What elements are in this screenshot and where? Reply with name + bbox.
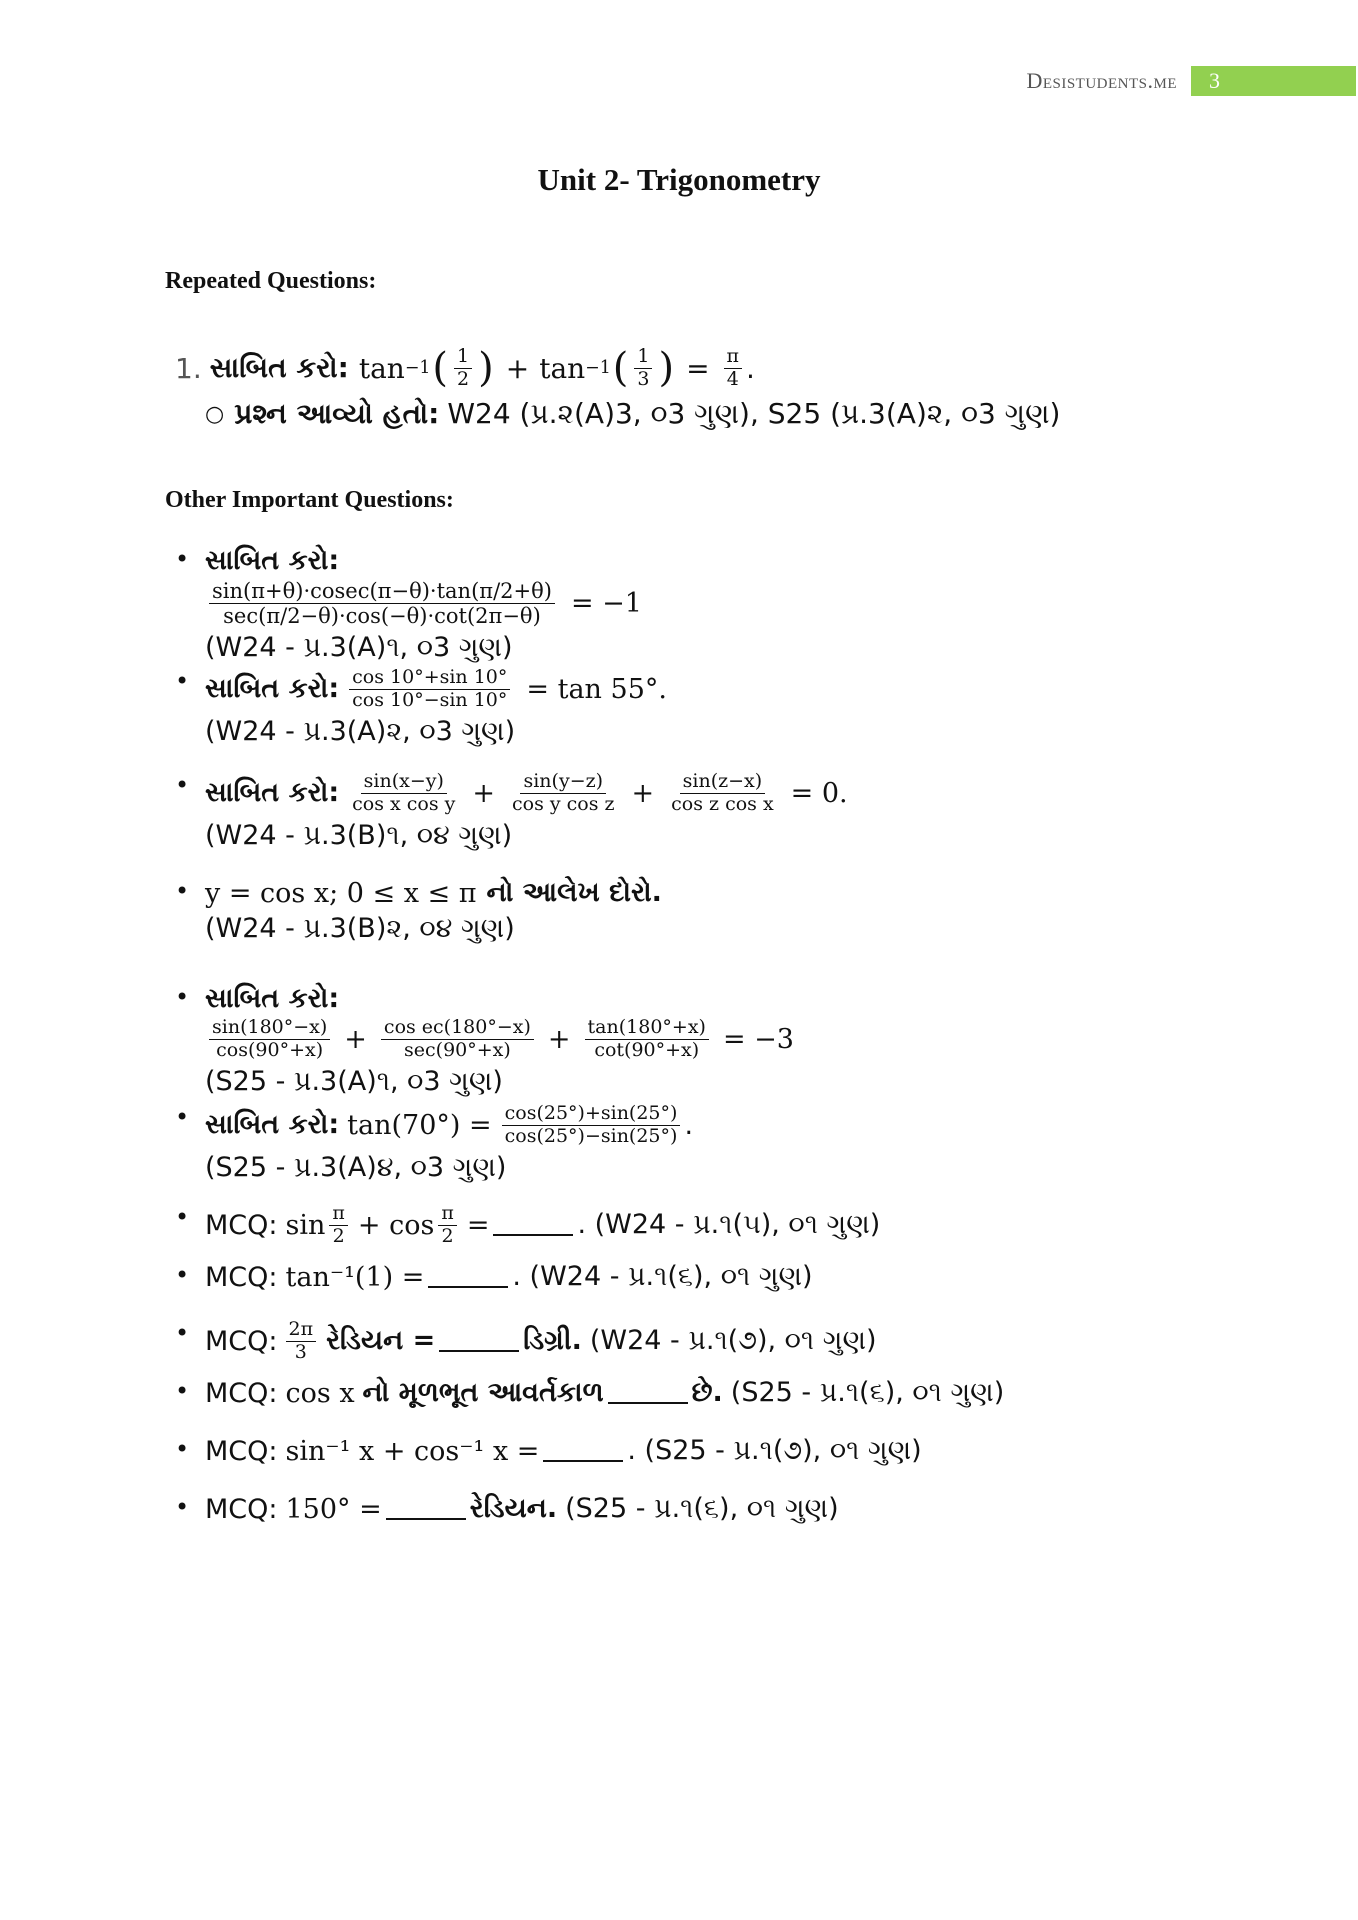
circle-bullet-icon: ○: [205, 401, 225, 427]
mcq-label: • MCQ:: [205, 1377, 278, 1409]
math: =: [466, 1209, 490, 1241]
answer-blank: [543, 1440, 623, 1462]
num: 1: [454, 346, 472, 369]
fraction: [509, 771, 618, 816]
answer-blank: [608, 1382, 688, 1404]
list-item: [175, 877, 1004, 983]
fraction-pi-4: [724, 346, 743, 391]
den: 3: [294, 1340, 307, 1363]
source: . (W24 - પ્ર.૧(૬), ૦૧ ગુણ): [512, 1261, 813, 1292]
prove-label: • સાબિત કરો:: [205, 1109, 340, 1141]
source: (W24 - પ્ર.3(A)૧, ૦3 ગુણ): [205, 632, 513, 664]
rhs: = −1: [570, 588, 642, 620]
source: (W24 - પ્ર.3(B)૨, ૦૪ ગુણ): [205, 913, 515, 944]
plus: +: [472, 777, 495, 809]
paren-open: (: [432, 345, 449, 391]
den: 4: [726, 367, 739, 390]
mcq-label: • MCQ:: [205, 1209, 278, 1241]
den: cos(90°+x): [216, 1038, 324, 1061]
fraction: [209, 579, 555, 628]
source: . (S25 - પ્ર.૧(૭), ૦૧ ગુણ): [627, 1435, 922, 1466]
prove-label: સાબિત કરો:: [205, 545, 340, 576]
rhs: = tan 55°.: [526, 673, 667, 705]
question-number: 1.: [175, 351, 202, 385]
num: 1: [634, 346, 652, 369]
fraction: [349, 771, 458, 816]
site-name: Desistudents.me: [1026, 68, 1177, 93]
source: (W24 - પ્ર.૧(૭), ૦૧ ગુણ): [589, 1325, 877, 1357]
mcq-label: • MCQ:: [205, 1493, 278, 1525]
mcq-item: [175, 1493, 1004, 1551]
math: tan⁻¹(1) =: [285, 1261, 425, 1293]
lhs: tan(70°) =: [347, 1109, 492, 1141]
note-label: પ્રશ્ન આવ્યો હતો:: [234, 397, 440, 430]
prove-label: • સાબિત કરો:: [205, 673, 340, 705]
fraction-third: [634, 346, 652, 391]
source: (S25 - પ્ર.3(A)૧, ૦3 ગુણ): [205, 1065, 503, 1097]
repeated-question: 1. સાબિત કરો: tan −1 ( $\frac{1}{2}$ ) + tan −1 ( $\frac{1}{3}$ ) = $\frac{\pi}{4}$ . ○ પ્રશ્ન આવ્યો હતો: W24 (પ્ર.૨(A)3, ૦3 ગુણ), S25 (પ્ર.3(A)૨, ૦3 ગુણ): [175, 344, 1061, 430]
den: cos(25°)−sin(25°): [504, 1124, 678, 1147]
answer-blank: [439, 1330, 519, 1352]
prove-label: સાબિત કરો:: [205, 983, 340, 1014]
fraction: [209, 1017, 330, 1062]
num: cos 10°+sin 10°: [349, 667, 510, 690]
paren-open: (: [612, 345, 629, 391]
den: cos z cos x: [671, 792, 774, 815]
den: cos y cos z: [512, 792, 615, 815]
paren-close: ): [478, 345, 494, 391]
source: (W24 - પ્ર.3(B)૧, ૦૪ ગુણ): [205, 819, 513, 851]
fraction-half: [454, 346, 472, 391]
den: cos x cos y: [352, 792, 456, 815]
page-number: 3: [1191, 66, 1356, 96]
answer-blank: [428, 1266, 508, 1288]
mcq-item: [175, 1435, 1004, 1493]
answer-blank: [493, 1214, 573, 1236]
fraction: [381, 1017, 534, 1062]
rhs: = −3: [722, 1023, 794, 1055]
num: π: [329, 1203, 348, 1226]
tan: tan: [539, 351, 586, 385]
questions-list: [175, 545, 1004, 1551]
source: (S25 - પ્ર.૧(૬), ૦૧ ગુણ): [565, 1493, 839, 1524]
source: (S25 - પ્ર.૧(૬), ૦૧ ગુણ): [730, 1377, 1005, 1408]
num: sin(π+θ)·cosec(π−θ)·tan(π/2+θ): [209, 579, 555, 604]
mcq-label: • MCQ:: [205, 1435, 278, 1467]
text: છે.: [691, 1377, 723, 1408]
mcq-item: [175, 1319, 1004, 1377]
mcq-item: [175, 1377, 1004, 1435]
section-repeated: Repeated Questions:: [165, 268, 377, 294]
den: 2: [441, 1224, 454, 1247]
prove-label: • સાબિત કરો:: [205, 777, 340, 809]
num: sin(180°−x): [209, 1017, 330, 1040]
rhs: = 0.: [790, 777, 848, 809]
paren-close: ): [658, 345, 675, 391]
den: cot(90°+x): [594, 1038, 700, 1061]
text: નો આલેખ દોરો.: [486, 877, 662, 908]
fraction: [286, 1319, 317, 1364]
dot: .: [684, 1109, 694, 1141]
section-other: Other Important Questions:: [165, 487, 454, 513]
num: cos(25°)+sin(25°): [502, 1103, 681, 1126]
math: sin: [285, 1209, 326, 1241]
math: sin⁻¹ x + cos⁻¹ x =: [285, 1435, 540, 1467]
text: ડિગ્રી.: [523, 1325, 582, 1357]
num: π: [724, 346, 743, 369]
den: 3: [637, 367, 650, 390]
fraction: [329, 1203, 348, 1248]
den: sec(90°+x): [404, 1038, 511, 1061]
list-item: [175, 771, 1004, 877]
fraction: [668, 771, 777, 816]
math: • y = cos x; 0 ≤ x ≤ π: [205, 877, 477, 909]
num: sin(z−x): [680, 771, 766, 794]
note-refs: W24 (પ્ર.૨(A)3, ૦3 ગુણ), S25 (પ્ર.3(A)૨, ૦3 ગુણ): [447, 397, 1061, 430]
fraction: [502, 1103, 681, 1148]
math: cos x: [285, 1377, 355, 1409]
math: + cos: [357, 1209, 435, 1241]
fraction: [438, 1203, 457, 1248]
inverse: −1: [585, 358, 611, 378]
tan: tan: [358, 351, 405, 385]
num: 2π: [286, 1319, 317, 1342]
mcq-item: [175, 1261, 1004, 1319]
num: sin(x−y): [361, 771, 447, 794]
source: (W24 - પ્ર.3(A)૨, ૦3 ગુણ): [205, 715, 516, 747]
den: sec(π/2−θ)·cos(−θ)·cot(2π−θ): [223, 604, 541, 629]
plus: +: [344, 1023, 367, 1055]
fraction: [349, 667, 510, 712]
page-header: [1026, 66, 1356, 96]
math: 150° =: [285, 1493, 382, 1525]
plus: +: [547, 1023, 571, 1055]
fraction: [585, 1017, 709, 1062]
page-title: Unit 2- Trigonometry: [537, 162, 821, 197]
source: . (W24 - પ્ર.૧(૫), ૦૧ ગુણ): [577, 1209, 881, 1241]
num: π: [438, 1203, 457, 1226]
plus: +: [505, 351, 530, 385]
text: નો મૂળભૂત આવર્તકાળ: [362, 1377, 604, 1408]
answer-blank: [386, 1498, 466, 1520]
den: cos 10°−sin 10°: [352, 688, 508, 711]
list-item: [175, 983, 1004, 1099]
den: 2: [457, 367, 470, 390]
num: tan(180°+x): [585, 1017, 709, 1040]
list-item: [175, 667, 1004, 771]
den: 2: [332, 1224, 345, 1247]
list-item: [175, 1103, 1004, 1203]
mcq-label: • MCQ:: [205, 1325, 278, 1357]
text: રેડિયન.: [469, 1493, 558, 1524]
mcq-item: [175, 1203, 1004, 1261]
num: cos ec(180°−x): [381, 1017, 534, 1040]
list-item: [175, 545, 1004, 663]
plus: +: [631, 777, 655, 809]
prove-label: સાબિત કરો:: [209, 351, 349, 384]
equals: =: [686, 351, 710, 385]
inverse: −1: [404, 358, 431, 378]
source: (S25 - પ્ર.3(A)૪, ૦3 ગુણ): [205, 1151, 507, 1183]
num: sin(y−z): [520, 771, 606, 794]
text: રેડિયન =: [326, 1325, 436, 1357]
mcq-label: • MCQ:: [205, 1261, 278, 1293]
